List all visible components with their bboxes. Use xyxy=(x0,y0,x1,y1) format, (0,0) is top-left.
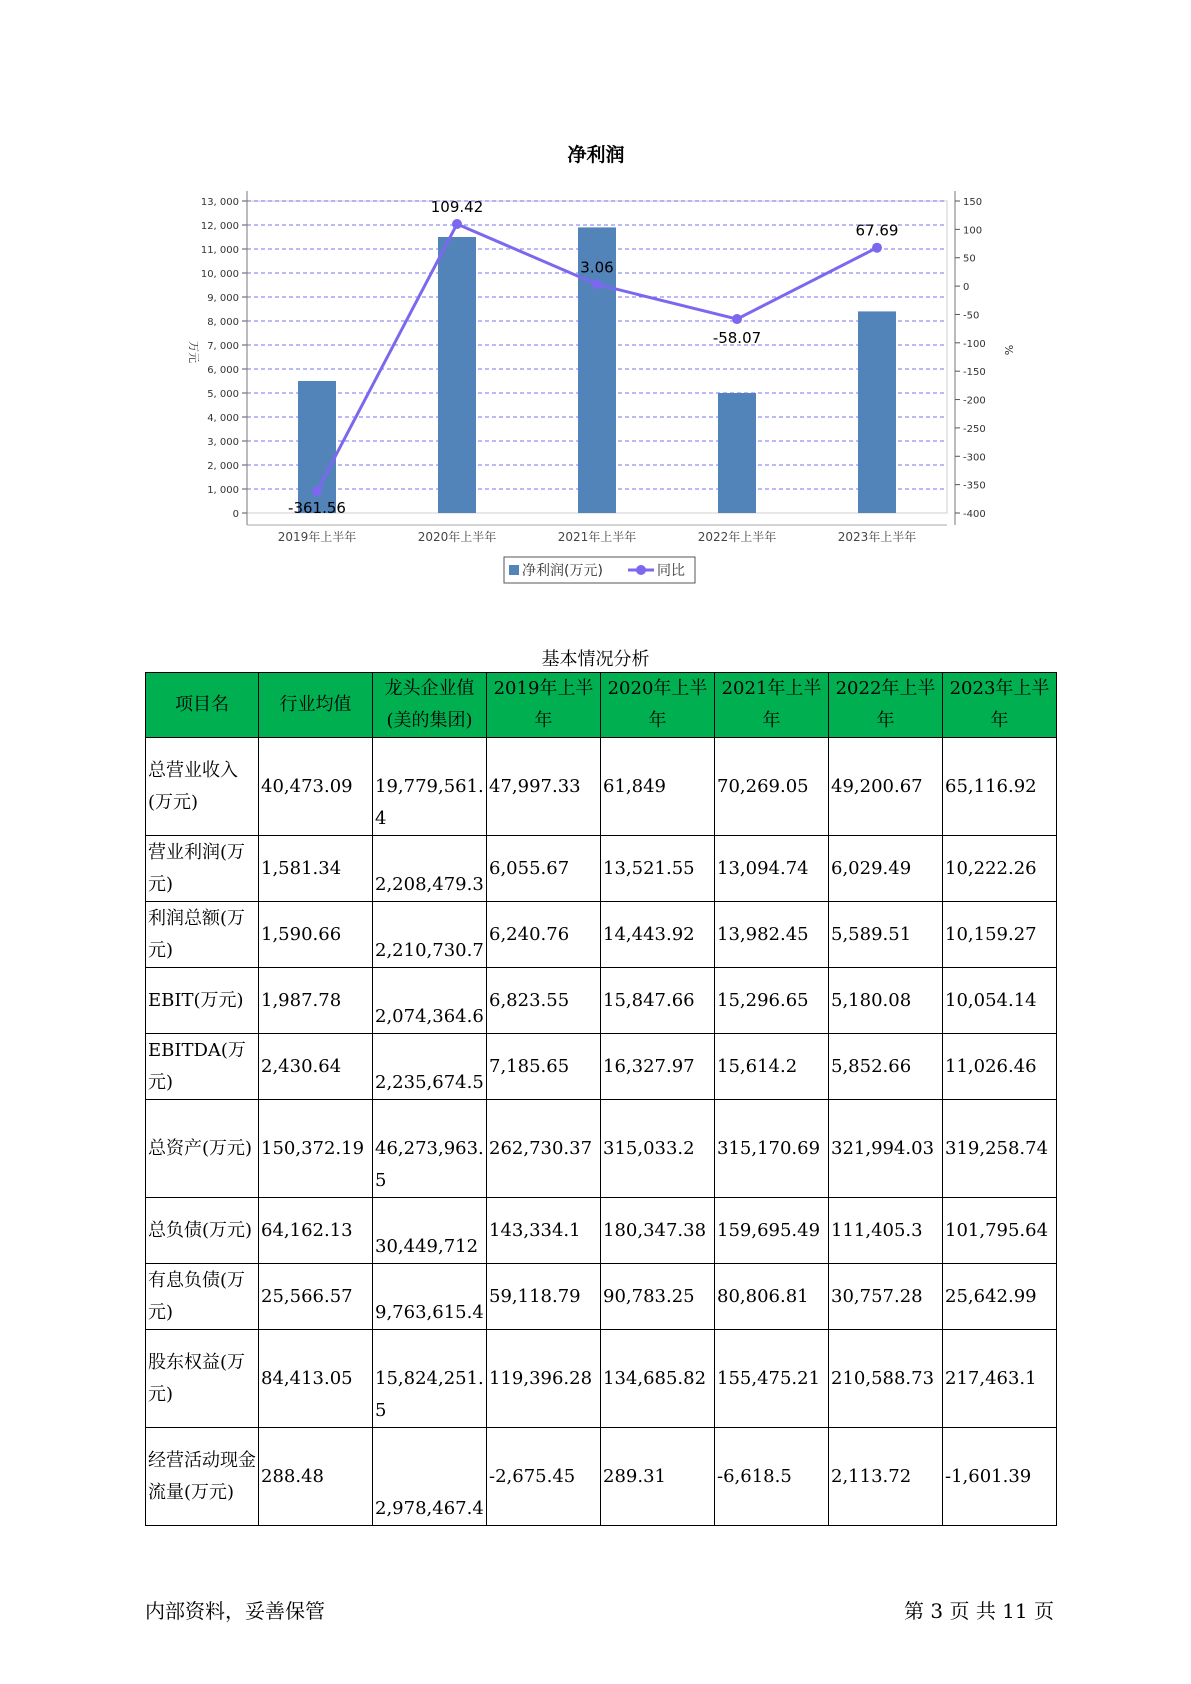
table-cell: 217,463.1 xyxy=(943,1330,1057,1428)
table-header-4: 2020年上半年 xyxy=(601,673,715,738)
row-label: 总负债(万元) xyxy=(146,1198,259,1264)
table-cell: 15,614.2 xyxy=(715,1034,829,1100)
table-cell: 159,695.49 xyxy=(715,1198,829,1264)
chart-title: 净利润 xyxy=(567,144,625,166)
table-cell: 70,269.05 xyxy=(715,738,829,836)
table-title: 基本情况分析 xyxy=(541,649,650,670)
data-label: 3.06 xyxy=(580,258,614,277)
table-header-7: 2023年上半年 xyxy=(943,673,1057,738)
table-cell: 1,590.66 xyxy=(259,902,373,968)
x-tick-label: 2023年上半年 xyxy=(837,530,917,544)
row-label: EBIT(万元) xyxy=(146,968,259,1034)
table-cell: 315,033.2 xyxy=(601,1100,715,1198)
table-cell: -2,675.45 xyxy=(487,1428,601,1526)
table-cell: 6,240.76 xyxy=(487,902,601,968)
table-cell: 49,200.67 xyxy=(829,738,943,836)
table-cell: 6,055.67 xyxy=(487,836,601,902)
table-header-0: 项目名 xyxy=(146,673,259,738)
legend-bar-label: 净利润(万元) xyxy=(522,563,603,579)
legend-line-label: 同比 xyxy=(657,563,685,579)
table-cell: 210,588.73 xyxy=(829,1330,943,1428)
table-header-6: 2022年上半年 xyxy=(829,673,943,738)
table-cell: 90,783.25 xyxy=(601,1264,715,1330)
table-cell: 155,475.21 xyxy=(715,1330,829,1428)
table-cell: 315,170.69 xyxy=(715,1100,829,1198)
table-cell: 30,757.28 xyxy=(829,1264,943,1330)
table-cell: 6,823.55 xyxy=(487,968,601,1034)
y2-tick-label: 50 xyxy=(963,253,976,265)
yoy-point-4 xyxy=(872,243,882,253)
data-label: -58.07 xyxy=(712,329,762,348)
basic-analysis-table xyxy=(145,672,1057,1526)
legend-bar-swatch xyxy=(509,565,519,575)
table-cell: 2,113.72 xyxy=(829,1428,943,1526)
data-label: 67.69 xyxy=(855,221,899,240)
row-label: 经营活动现金流量(万元) xyxy=(146,1428,259,1526)
x-tick-label: 2022年上半年 xyxy=(697,530,777,544)
table-row xyxy=(146,1428,1057,1526)
table-cell: 13,094.74 xyxy=(715,836,829,902)
footer-page-number: 第 3 页 共 11 页 xyxy=(904,1599,1054,1623)
table-cell: 2,074,364.6 xyxy=(373,968,487,1034)
yoy-point-2 xyxy=(592,279,602,289)
y-tick-label: 4, 000 xyxy=(207,413,239,424)
y-tick-label: 11, 000 xyxy=(200,245,239,256)
y2-tick-label: 0 xyxy=(963,282,970,294)
y-tick-label: 1, 000 xyxy=(207,485,239,496)
y-tick-label: 9, 000 xyxy=(207,293,239,304)
table-cell: 5,589.51 xyxy=(829,902,943,968)
x-tick-label: 2019年上半年 xyxy=(277,530,357,544)
table-row xyxy=(146,738,1057,836)
row-label: EBITDA(万元) xyxy=(146,1034,259,1100)
yoy-point-3 xyxy=(732,314,742,324)
row-label: 总营业收入(万元) xyxy=(146,738,259,836)
y-tick-label: 7, 000 xyxy=(207,341,239,352)
y2-tick-label: -200 xyxy=(963,395,986,407)
table-cell: 10,159.27 xyxy=(943,902,1057,968)
table-cell: 64,162.13 xyxy=(259,1198,373,1264)
legend-line-marker xyxy=(636,565,646,575)
table-cell: 30,449,712 xyxy=(373,1198,487,1264)
bar-1 xyxy=(438,237,476,513)
table-cell: 119,396.28 xyxy=(487,1330,601,1428)
table-cell: 2,430.64 xyxy=(259,1034,373,1100)
y-tick-label: 12, 000 xyxy=(200,221,239,232)
table-cell: -6,618.5 xyxy=(715,1428,829,1526)
table-cell: 11,026.46 xyxy=(943,1034,1057,1100)
row-label: 营业利润(万元) xyxy=(146,836,259,902)
table-row xyxy=(146,836,1057,902)
y-tick-label: 0 xyxy=(232,509,239,520)
table-header-5: 2021年上半年 xyxy=(715,673,829,738)
table-cell: 65,116.92 xyxy=(943,738,1057,836)
table-header-3: 2019年上半年 xyxy=(487,673,601,738)
table-cell: 15,824,251.5 xyxy=(373,1330,487,1428)
y2-tick-label: -350 xyxy=(963,480,986,492)
bar-3 xyxy=(718,393,756,513)
table-cell: 25,642.99 xyxy=(943,1264,1057,1330)
y-tick-label: 2, 000 xyxy=(207,461,239,472)
table-cell: 15,847.66 xyxy=(601,968,715,1034)
table-cell: 84,413.05 xyxy=(259,1330,373,1428)
row-label: 总资产(万元) xyxy=(146,1100,259,1198)
y-tick-label: 3, 000 xyxy=(207,437,239,448)
table-cell: 14,443.92 xyxy=(601,902,715,968)
table-cell: 101,795.64 xyxy=(943,1198,1057,1264)
y-tick-label: 6, 000 xyxy=(207,365,239,376)
table-row xyxy=(146,1264,1057,1330)
y2-axis-label: % xyxy=(1002,344,1015,356)
table-cell: 19,779,561.4 xyxy=(373,738,487,836)
table-row xyxy=(146,1034,1057,1100)
table-cell: 180,347.38 xyxy=(601,1198,715,1264)
row-label: 利润总额(万元) xyxy=(146,902,259,968)
table-cell: -1,601.39 xyxy=(943,1428,1057,1526)
x-tick-label: 2021年上半年 xyxy=(557,530,637,544)
row-label: 股东权益(万元) xyxy=(146,1330,259,1428)
table-cell: 9,763,615.4 xyxy=(373,1264,487,1330)
table-cell: 2,210,730.7 xyxy=(373,902,487,968)
table-row xyxy=(146,1198,1057,1264)
table-cell: 2,208,479.3 xyxy=(373,836,487,902)
table-cell: 1,581.34 xyxy=(259,836,373,902)
net-profit-chart xyxy=(0,0,1191,600)
y2-tick-label: -300 xyxy=(963,452,986,464)
y2-tick-label: 100 xyxy=(963,225,983,237)
y2-tick-label: -250 xyxy=(963,423,986,435)
table-header-1: 行业均值 xyxy=(259,673,373,738)
table-cell: 25,566.57 xyxy=(259,1264,373,1330)
y2-tick-label: -50 xyxy=(963,310,980,322)
table-cell: 5,852.66 xyxy=(829,1034,943,1100)
row-label: 有息负债(万元) xyxy=(146,1264,259,1330)
y2-tick-label: -150 xyxy=(963,367,986,379)
table-cell: 16,327.97 xyxy=(601,1034,715,1100)
table-cell: 13,521.55 xyxy=(601,836,715,902)
table-cell: 321,994.03 xyxy=(829,1100,943,1198)
table-row xyxy=(146,968,1057,1034)
table-cell: 2,978,467.4 xyxy=(373,1428,487,1526)
yoy-point-0 xyxy=(312,486,322,496)
table-cell: 46,273,963.5 xyxy=(373,1100,487,1198)
table-cell: 111,405.3 xyxy=(829,1198,943,1264)
table-cell: 40,473.09 xyxy=(259,738,373,836)
footer-confidential: 内部资料，妥善保管 xyxy=(145,1599,325,1623)
table-cell: 289.31 xyxy=(601,1428,715,1526)
y2-tick-label: -400 xyxy=(963,509,986,520)
table-cell: 61,849 xyxy=(601,738,715,836)
y-tick-label: 5, 000 xyxy=(207,389,239,400)
table-cell: 6,029.49 xyxy=(829,836,943,902)
table-row xyxy=(146,1100,1057,1198)
y2-tick-label: 150 xyxy=(963,197,983,208)
table-cell: 10,054.14 xyxy=(943,968,1057,1034)
y-tick-label: 13, 000 xyxy=(200,197,239,208)
bar-4 xyxy=(858,311,896,513)
table-cell: 150,372.19 xyxy=(259,1100,373,1198)
table-cell: 143,334.1 xyxy=(487,1198,601,1264)
table-cell: 47,997.33 xyxy=(487,738,601,836)
table-cell: 262,730.37 xyxy=(487,1100,601,1198)
table-cell: 134,685.82 xyxy=(601,1330,715,1428)
table-cell: 2,235,674.5 xyxy=(373,1034,487,1100)
x-tick-label: 2020年上半年 xyxy=(417,530,497,544)
table-cell: 13,982.45 xyxy=(715,902,829,968)
table-cell: 80,806.81 xyxy=(715,1264,829,1330)
table-cell: 1,987.78 xyxy=(259,968,373,1034)
table-row xyxy=(146,1330,1057,1428)
data-label: 109.42 xyxy=(430,198,484,217)
y-axis-label: 万元 xyxy=(187,341,200,363)
data-label: -361.56 xyxy=(288,499,346,518)
table-cell: 5,180.08 xyxy=(829,968,943,1034)
table-cell: 288.48 xyxy=(259,1428,373,1526)
y-tick-label: 8, 000 xyxy=(207,317,239,328)
y2-tick-label: -100 xyxy=(963,338,986,350)
y-tick-label: 10, 000 xyxy=(200,269,239,280)
table-cell: 10,222.26 xyxy=(943,836,1057,902)
yoy-point-1 xyxy=(452,219,462,229)
table-header-2: 龙头企业值(美的集团) xyxy=(373,673,487,738)
table-cell: 7,185.65 xyxy=(487,1034,601,1100)
table-cell: 319,258.74 xyxy=(943,1100,1057,1198)
table-cell: 15,296.65 xyxy=(715,968,829,1034)
table-cell: 59,118.79 xyxy=(487,1264,601,1330)
table-row xyxy=(146,902,1057,968)
